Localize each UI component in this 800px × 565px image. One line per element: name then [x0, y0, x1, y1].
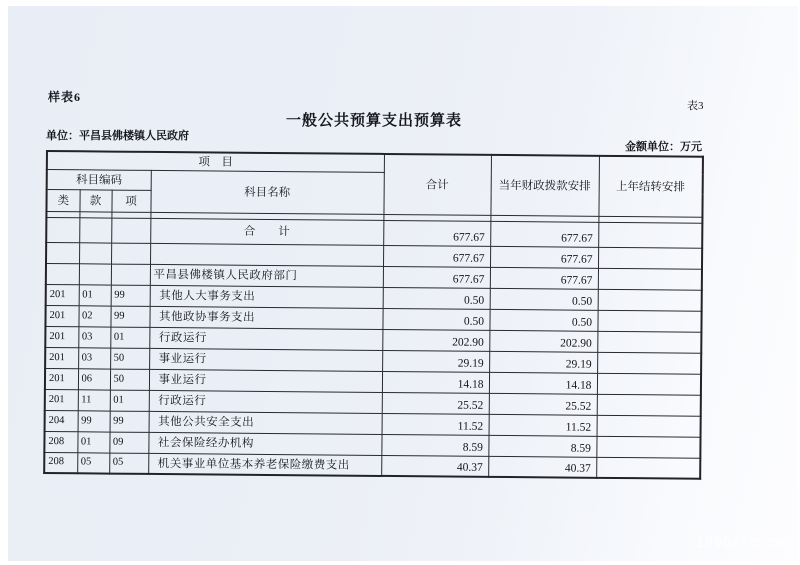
cell-current-year: 0.50	[490, 288, 598, 310]
cell-code-class: 201	[45, 389, 78, 410]
cell-code-section	[79, 217, 111, 242]
cell-code-section: 01	[79, 284, 111, 305]
cell-code-class: 208	[44, 431, 77, 452]
cell-code-item: 99	[110, 306, 149, 327]
header-code-section: 款	[79, 189, 111, 211]
cell-current-year: 677.67	[490, 246, 598, 268]
cell-current-year: 677.67	[490, 221, 598, 247]
cell-code-class: 201	[45, 368, 78, 389]
cell-code-section: 11	[78, 389, 110, 410]
cell-subject-name: 平昌县佛楼镇人民政府部门	[150, 264, 383, 287]
cell-total: 0.50	[382, 308, 489, 330]
cell-code-section: 05	[77, 452, 109, 473]
cell-carryover	[596, 436, 700, 458]
table-row	[44, 452, 700, 479]
scanned-page	[8, 6, 798, 561]
cell-code-section: 01	[77, 431, 109, 452]
cell-carryover	[598, 247, 702, 269]
page-title: 一般公共预算支出预算表	[285, 113, 462, 129]
cell-current-year: 0.50	[489, 309, 597, 331]
cell-total: 677.67	[383, 266, 490, 288]
cell-code-item: 50	[110, 369, 149, 390]
cell-subject-name: 社会保险经办机构	[148, 432, 381, 455]
cell-code-item: 01	[110, 390, 149, 411]
cell-carryover	[598, 289, 702, 311]
cell-code-item: 01	[110, 327, 149, 348]
cell-code-item: 99	[110, 411, 149, 432]
header-prior-year-carryover: 上年结转安排	[598, 156, 703, 217]
cell-subject-name: 行政运行	[149, 327, 382, 350]
cell-carryover	[597, 310, 701, 332]
cell-total: 202.90	[382, 329, 489, 351]
cell-subject-name: 事业运行	[149, 369, 382, 392]
cell-code-class: 208	[44, 452, 77, 473]
header-subject-name: 科目名称	[150, 170, 383, 214]
cell-carryover	[597, 394, 701, 416]
cell-subject-name: 其他政协事务支出	[149, 306, 382, 329]
cell-subject-name: 机关事业单位基本养老保险缴费支出	[148, 453, 381, 476]
cell-code-section	[79, 263, 111, 284]
cell-current-year: 40.37	[488, 456, 596, 478]
cell-subject-name: 事业运行	[149, 348, 382, 371]
cell-carryover	[597, 415, 701, 437]
header-current-year-appropriation: 当年财政拨款安排	[490, 155, 599, 216]
cell-subject-name: 其他公共安全支出	[149, 411, 382, 434]
cell-code-section: 03	[78, 326, 110, 347]
cell-total: 40.37	[381, 455, 488, 477]
cell-code-item: 99	[111, 285, 150, 306]
cell-subject-name: 其他人大事务支出	[150, 285, 383, 308]
cell-carryover	[596, 457, 700, 479]
cell-code-class	[46, 242, 79, 263]
cell-code-item: 09	[109, 432, 148, 453]
cell-total: 0.50	[383, 287, 490, 309]
cell-code-item	[111, 264, 150, 285]
unit-label: 单位：平昌县佛楼镇人民政府	[46, 130, 189, 142]
cell-subject-name: 合 计	[150, 218, 383, 245]
watermark: 1990etc.co	[696, 535, 786, 551]
cell-current-year: 25.52	[489, 393, 597, 415]
cell-total: 677.67	[383, 245, 490, 267]
budget-table	[43, 150, 704, 480]
cell-code-class	[46, 217, 79, 242]
cell-current-year: 8.59	[488, 435, 596, 457]
cell-code-class	[46, 263, 79, 284]
header-code-item: 项	[111, 190, 150, 212]
cell-subject-name: 行政运行	[149, 390, 382, 413]
cell-total: 11.52	[382, 413, 489, 435]
cell-carryover	[598, 268, 702, 290]
cell-code-section: 06	[78, 368, 110, 389]
table-number-label: 表3	[687, 100, 704, 112]
cell-code-section: 02	[78, 305, 110, 326]
cell-code-item: 05	[109, 453, 148, 474]
header-project: 项 目	[47, 151, 384, 172]
cell-code-section: 03	[78, 347, 110, 368]
cell-code-class: 201	[45, 326, 78, 347]
cell-carryover	[597, 331, 701, 353]
cell-total: 677.67	[383, 220, 490, 246]
header-total: 合计	[383, 154, 491, 215]
cell-current-year: 202.90	[489, 330, 597, 352]
cell-current-year: 29.19	[489, 351, 597, 373]
table-body	[44, 211, 702, 479]
cell-code-section: 99	[78, 410, 110, 431]
cell-subject-name	[150, 243, 383, 266]
amount-unit-label: 金额单位：万元	[625, 141, 702, 153]
cell-code-class: 204	[45, 410, 78, 431]
cell-carryover	[597, 373, 701, 395]
cell-total: 14.18	[382, 371, 489, 393]
sample-table-label: 样表6	[48, 90, 82, 104]
cell-code-item: 50	[110, 348, 149, 369]
header-code-class: 类	[46, 189, 79, 211]
cell-current-year: 677.67	[490, 267, 598, 289]
cell-code-class: 201	[46, 284, 79, 305]
cell-carryover	[597, 352, 701, 374]
cell-total: 8.59	[381, 434, 488, 456]
cell-carryover	[598, 222, 702, 248]
header-subject-code: 科目编码	[47, 169, 151, 190]
cell-current-year: 14.18	[489, 372, 597, 394]
cell-code-class: 201	[45, 347, 78, 368]
cell-total: 29.19	[382, 350, 489, 372]
cell-code-item	[111, 218, 150, 243]
cell-code-class: 201	[45, 305, 78, 326]
cell-code-section	[79, 242, 111, 263]
cell-current-year: 11.52	[489, 414, 597, 436]
cell-total: 25.52	[382, 392, 489, 414]
budget-table-wrap	[43, 150, 704, 480]
cell-code-item	[111, 243, 150, 264]
